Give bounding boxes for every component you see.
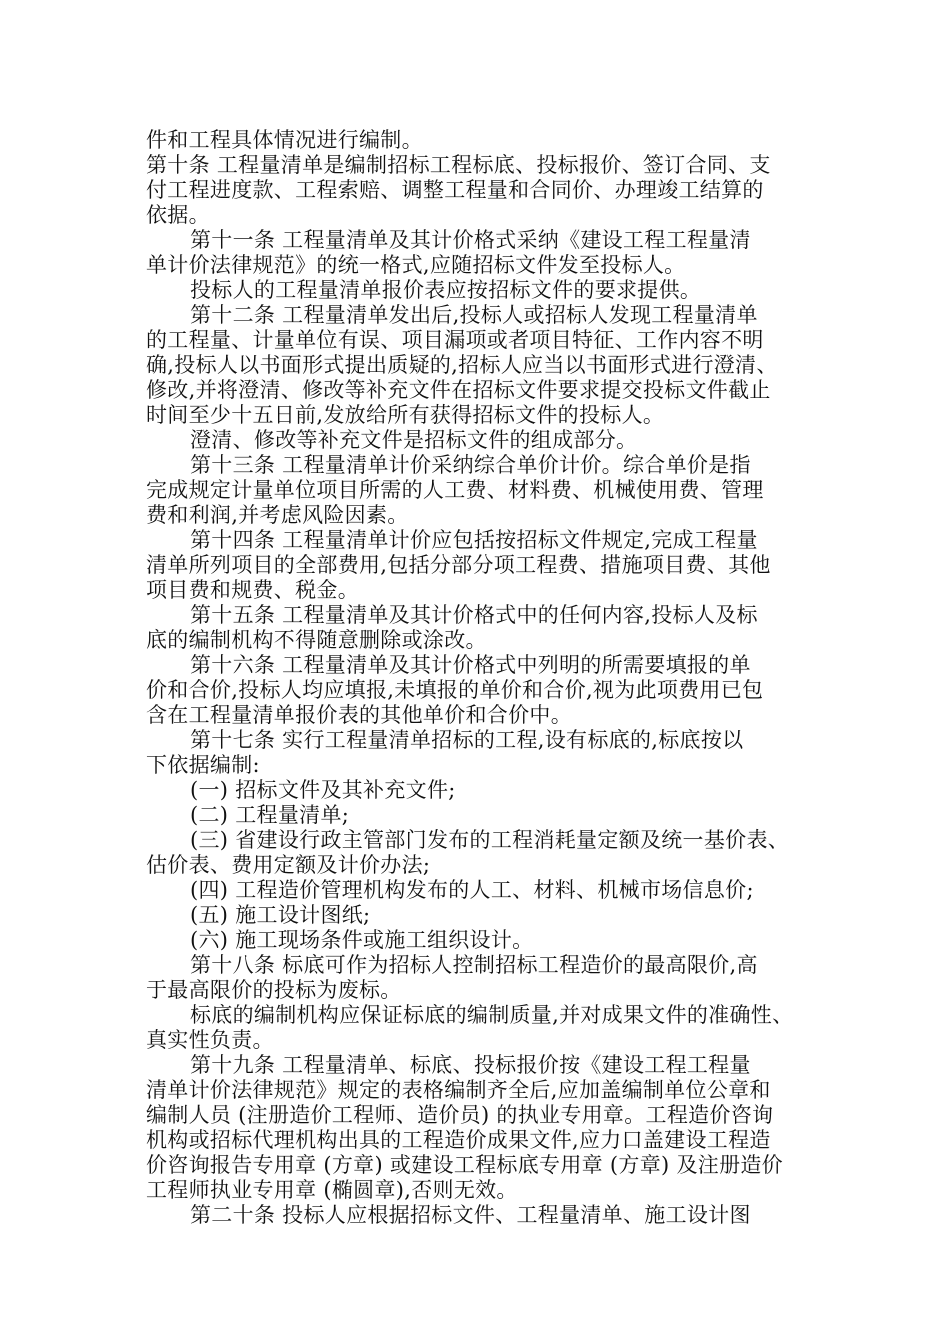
text-line: 澄清、修改等补充文件是招标文件的组成部分。: [190, 428, 638, 452]
text-line: (三) 省建设行政主管部门发布的工程消耗量定额及统一基价表、: [190, 828, 790, 852]
text-line: 下依据编制:: [146, 753, 260, 777]
text-line: 底的编制机构不得随意删除或涂改。: [146, 628, 487, 652]
text-line: (五) 施工设计图纸;: [190, 903, 371, 927]
text-line: 单计价法律规范》的统一格式,应随招标文件发至投标人。: [146, 253, 686, 277]
text-line: 机构或招标代理机构出具的工程造价成果文件,应力口盖建设工程造: [146, 1128, 771, 1152]
text-line: 第十八条 标底可作为招标人控制招标工程造价的最高限价,高: [190, 953, 758, 977]
text-line: (一) 招标文件及其补充文件;: [190, 778, 456, 802]
text-line: 第十七条 实行工程量清单招标的工程,设有标底的,标底按以: [190, 728, 744, 752]
text-line: 费和利润,并考虑风险因素。: [146, 503, 409, 527]
text-line: 第二十条 投标人应根据招标文件、工程量清单、施工设计图: [190, 1203, 751, 1227]
text-line: 第十六条 工程量清单及其计价格式中列明的所需要填报的单: [190, 653, 751, 677]
text-line: 工程师执业专用章 (椭圆章),否则无效。: [146, 1178, 518, 1202]
text-line: (二) 工程量清单;: [190, 803, 350, 827]
text-line: 项目费和规费、税金。: [146, 578, 359, 602]
text-line: 第十二条 工程量清单发出后,投标人或招标人发现工程量清单: [190, 303, 758, 327]
text-line: 清单所列项目的全部费用,包括分部分项工程费、措施项目费、其他: [146, 553, 771, 577]
text-line: 清单计价法律规范》规定的表格编制齐全后,应加盖编制单位公章和: [146, 1078, 771, 1102]
text-line: (六) 施工现场条件或施工组织设计。: [190, 928, 534, 952]
text-line: 确,投标人以书面形式提出质疑的,招标人应当以书面形式进行澄清、: [146, 353, 778, 377]
text-line: 含在工程量清单报价表的其他单价和合价中。: [146, 703, 572, 727]
text-line: 价和合价,投标人均应填报,未填报的单价和合价,视为此项费用已包: [146, 678, 764, 702]
text-line: 依据。: [146, 203, 210, 227]
text-line: 第十条 工程量清单是编制招标工程标底、投标报价、签订合同、支: [146, 153, 771, 177]
text-line: 价咨询报告专用章 (方章) 或建设工程标底专用章 (方章) 及注册造价: [146, 1153, 783, 1177]
text-line: (四) 工程造价管理机构发布的人工、材料、机械市场信息价;: [190, 878, 754, 902]
text-line: 真实性负责。: [146, 1028, 274, 1052]
text-line: 第十九条 工程量清单、标底、投标报价按《建设工程工程量: [190, 1053, 751, 1077]
text-line: 于最高限价的投标为废标。: [146, 978, 402, 1002]
text-line: 修改,并将澄清、修改等补充文件在招标文件要求提交投标文件截止: [146, 378, 771, 402]
text-line: 付工程进度款、工程索赔、调整工程量和合同价、办理竣工结算的: [146, 178, 764, 202]
text-line: 投标人的工程量清单报价表应按招标文件的要求提供。: [190, 278, 702, 302]
text-line: 第十一条 工程量清单及其计价格式采纳《建设工程工程量清: [190, 228, 751, 252]
text-line: 件和工程具体情况进行编制。: [146, 128, 423, 152]
text-line: 标底的编制机构应保证标底的编制质量,并对成果文件的准确性、: [190, 1003, 794, 1027]
text-line: 估价表、费用定额及计价办法;: [146, 853, 431, 877]
text-line: 第十四条 工程量清单计价应包括按招标文件规定,完成工程量: [190, 528, 758, 552]
text-line: 时间至少十五日前,发放给所有获得招标文件的投标人。: [146, 403, 665, 427]
text-line: 完成规定计量单位项目所需的人工费、材料费、机械使用费、管理: [146, 478, 764, 502]
text-line: 的工程量、计量单位有误、项目漏项或者项目特征、工作内容不明: [146, 328, 764, 352]
text-line: 第十五条 工程量清单及其计价格式中的任何内容,投标人及标: [190, 603, 758, 627]
text-line: 第十三条 工程量清单计价采纳综合单价计价。综合单价是指: [190, 453, 751, 477]
text-line: 编制人员 (注册造价工程师、造价员) 的执业专用章。工程造价咨询: [146, 1103, 774, 1127]
